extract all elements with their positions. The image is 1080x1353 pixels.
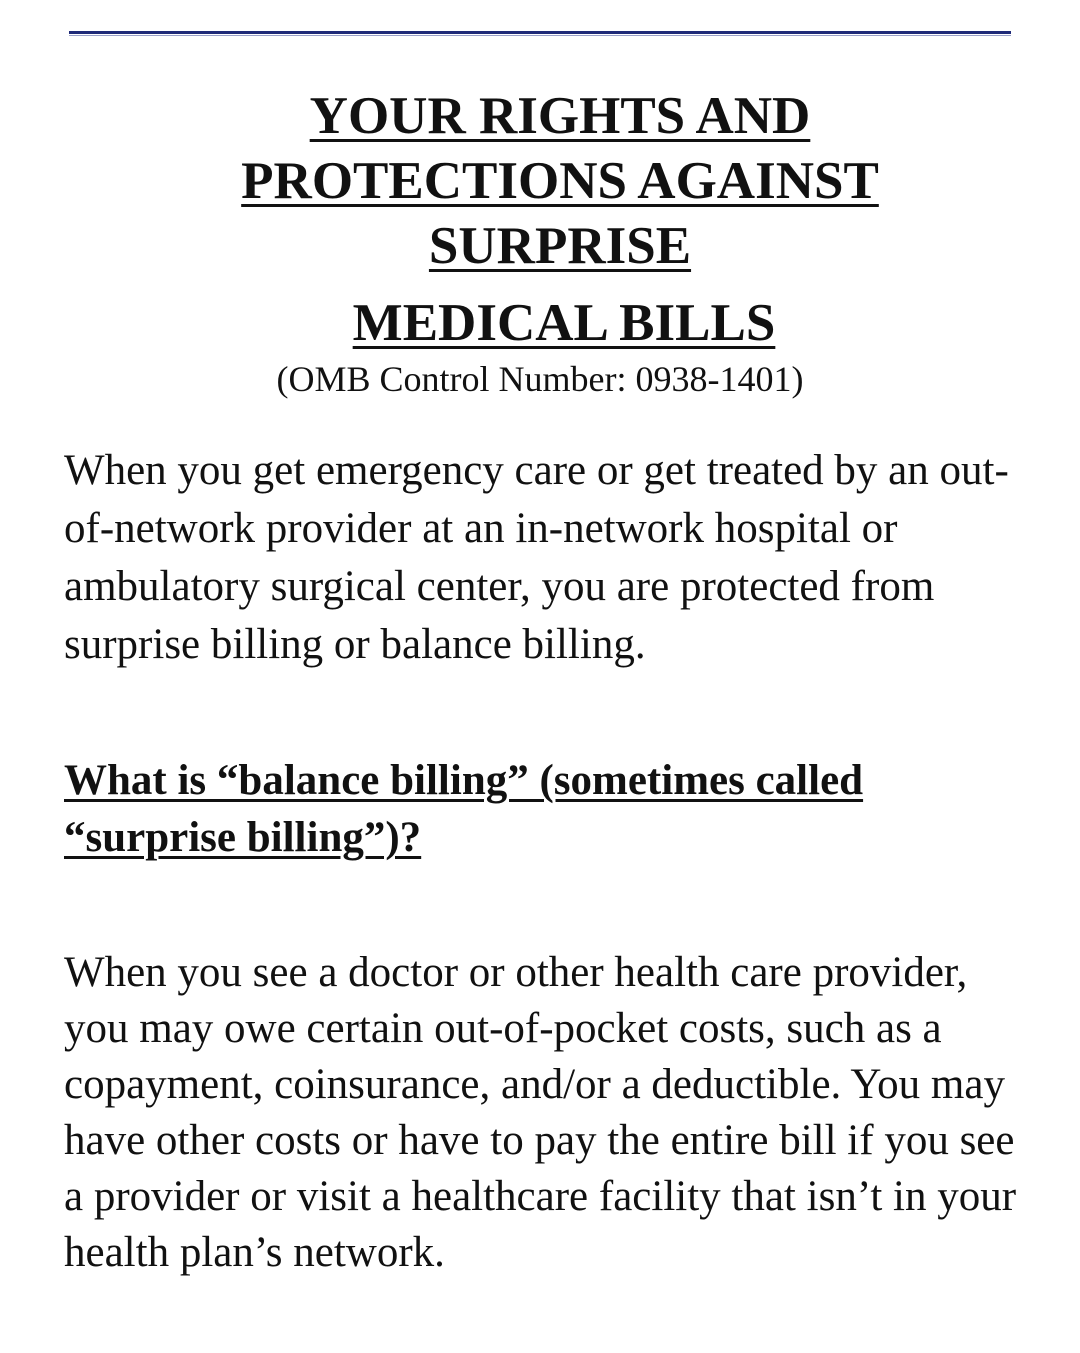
- omb-control-number: (OMB Control Number: 0938-1401): [276, 359, 804, 399]
- section-paragraph: When you see a doctor or other health care provider, you may owe certain out-of-pocket costs, such as a copayment, coinsurance, and/or a deductible. You may have other costs or have to pay the entire bill if you see a provider or visit a healthcare facility that isn’t in your health plan’s network.: [64, 949, 1017, 1276]
- intro-paragraph: When you get emergency care or get treated by an out-of-network provider at an in-network hospital or ambulatory surgical center, you are protected from surprise billing or balance billing.: [64, 447, 1009, 668]
- document-title: [150, 84, 970, 356]
- title-line-1: YOUR RIGHTS AND: [309, 87, 811, 145]
- section-heading: What is “balance billing” (sometimes called “surprise billing”)?: [64, 757, 864, 861]
- title-line-3: SURPRISE: [428, 217, 692, 275]
- top-rule: [69, 31, 1011, 34]
- title-line-4: MEDICAL BILLS: [352, 294, 776, 352]
- title-line-2: PROTECTIONS AGAINST: [241, 152, 879, 210]
- top-rule-shadow: [69, 35, 1011, 36]
